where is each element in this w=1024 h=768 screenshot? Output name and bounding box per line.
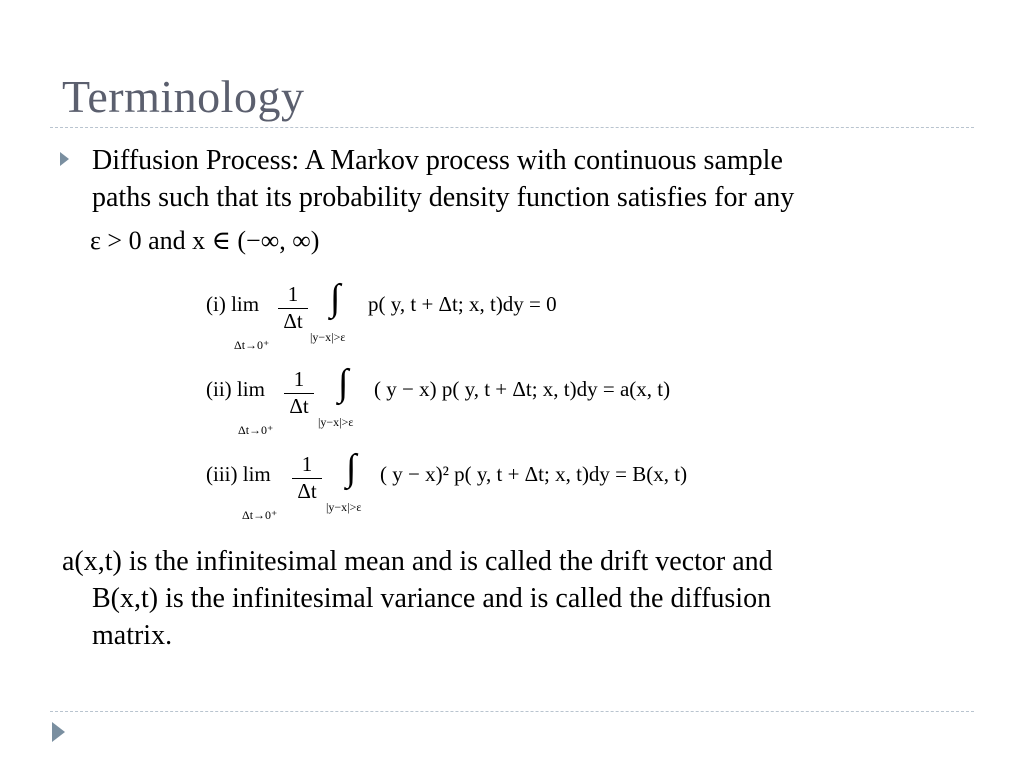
footer-divider — [50, 711, 974, 712]
equation-body: ( y − x) p( y, t + Δt; x, t)dy = a(x, t) — [374, 377, 671, 401]
note-paragraph — [62, 543, 962, 654]
bullet-paragraph — [92, 142, 972, 216]
bullet-text-line-1: Diffusion Process: A Markov process with continuous sample — [92, 145, 783, 176]
fraction-denominator: Δt — [297, 479, 317, 503]
note-line-2: B(x,t) is the infinitesimal variance and is called the diffusion — [92, 583, 772, 614]
fraction-denominator: Δt — [283, 309, 303, 333]
fraction-numerator: 1 — [287, 282, 299, 306]
integral-subscript: |y−x|>ε — [326, 500, 362, 514]
integral-sign: ∫ — [338, 362, 349, 404]
fraction-numerator: 1 — [293, 367, 305, 391]
equation-label: (iii) lim — [206, 462, 271, 486]
slide-title: Terminology — [62, 71, 305, 122]
equation-body: p( y, t + Δt; x, t)dy = 0 — [368, 292, 557, 316]
integral-sign: ∫ — [330, 277, 341, 319]
limit-subscript: Δt→0⁺ — [234, 338, 270, 352]
condition-text: ε > 0 and x ∈ (−∞, ∞) — [90, 226, 320, 255]
integral-subscript: |y−x|>ε — [318, 415, 354, 429]
fraction-numerator: 1 — [301, 452, 313, 476]
next-slide-arrow-icon[interactable] — [52, 722, 65, 742]
equation-label: (i) lim — [206, 292, 260, 316]
note-line-3: matrix. — [92, 620, 173, 651]
title-divider — [50, 127, 974, 128]
limit-subscript: Δt→0⁺ — [238, 423, 274, 437]
equation-body: ( y − x)² p( y, t + Δt; x, t)dy = B(x, t) — [380, 462, 688, 486]
integral-subscript: |y−x|>ε — [310, 330, 346, 344]
limit-subscript: Δt→0⁺ — [242, 508, 278, 522]
equation-label: (ii) lim — [206, 377, 265, 401]
fraction-denominator: Δt — [289, 394, 309, 418]
integral-sign: ∫ — [346, 447, 357, 489]
note-line-1: a(x,t) is the infinitesimal mean and is called the drift vector and — [62, 546, 773, 577]
bullet-arrow-icon — [60, 152, 69, 166]
bullet-text-line-2: paths such that its probability density function satisfies for any — [92, 182, 795, 213]
